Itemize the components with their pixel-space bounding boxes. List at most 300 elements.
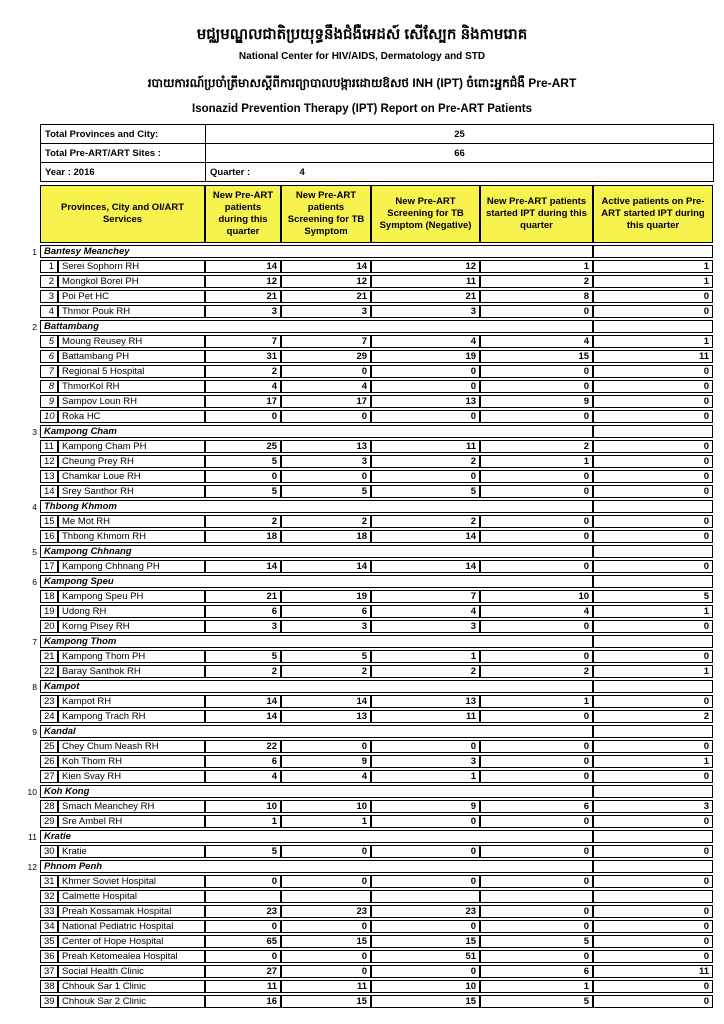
site-value-cell: 0 [593,485,713,498]
gutter-cell [26,335,40,348]
province-empty-cell [593,725,713,738]
gutter-cell [26,650,40,663]
site-value-cell: 0 [480,410,593,423]
site-row [26,770,713,783]
gutter-cell [26,485,40,498]
site-value-cell: 0 [371,920,480,933]
gutter-cell [26,380,40,393]
site-number: 4 [40,305,58,318]
site-value-cell: 3 [371,305,480,318]
site-value-cell: 15 [371,995,480,1008]
gutter-cell [26,515,40,528]
gutter-cell [26,455,40,468]
site-value-cell: 6 [205,605,281,618]
quarter-value: 4 [299,166,305,178]
site-value-cell: 0 [480,560,593,573]
summary-row-provinces [41,125,714,144]
province-row [26,575,713,588]
column-header-active-ipt: Active patients on Pre-ART started IPT during this quarter [593,185,713,243]
province-name: Kampong Speu [40,575,593,588]
site-value-cell: 1 [480,455,593,468]
province-index: 5 [32,546,37,557]
site-value-cell: 0 [281,875,371,888]
site-value-cell: 0 [205,410,281,423]
site-number: 13 [40,470,58,483]
site-value-cell: 0 [281,845,371,858]
site-value-cell: 0 [480,305,593,318]
site-row [26,815,713,828]
province-name: Kandal [40,725,593,738]
site-value-cell: 9 [480,395,593,408]
site-value-cell: 4 [371,605,480,618]
site-value-cell: 14 [371,560,480,573]
site-row [26,605,713,618]
site-value-cell: 0 [593,380,713,393]
site-value-cell: 0 [593,290,713,303]
site-number: 7 [40,365,58,378]
province-row [26,320,713,333]
site-value-cell: 1 [593,260,713,273]
gutter-cell [26,350,40,363]
page-title: Isonazid Prevention Therapy (IPT) Report on Pre-ART Patients [192,103,532,115]
site-value-cell: 10 [371,980,480,993]
site-number: 12 [40,455,58,468]
site-row [26,740,713,753]
site-name: Serei Sophorn RH [58,260,205,273]
site-number: 15 [40,515,58,528]
site-row [26,305,713,318]
site-value-cell: 0 [480,710,593,723]
site-value-cell: 3 [205,305,281,318]
gutter-cell [26,605,40,618]
gutter-cell [26,710,40,723]
site-number: 36 [40,950,58,963]
site-value-cell [371,890,480,903]
gutter-cell [26,875,40,888]
gutter-cell [26,260,40,273]
total-provinces-value: 25 [206,125,714,144]
site-value-cell: 13 [281,440,371,453]
site-value-cell: 8 [480,290,593,303]
site-value-cell: 10 [205,800,281,813]
site-row [26,920,713,933]
province-index: 10 [27,786,37,797]
site-number: 30 [40,845,58,858]
site-value-cell: 1 [480,980,593,993]
site-value-cell: 1 [205,815,281,828]
gutter-cell [26,410,40,423]
province-row [26,725,713,738]
site-value-cell: 0 [281,365,371,378]
site-value-cell: 22 [205,740,281,753]
province-name: Kampong Thom [40,635,593,648]
site-row [26,905,713,918]
gutter-cell [26,845,40,858]
site-value-cell: 0 [593,770,713,783]
site-number: 5 [40,335,58,348]
gutter-cell [26,815,40,828]
site-name: National Pediatric Hospital [58,920,205,933]
site-value-cell [593,890,713,903]
report-header [0,26,724,116]
site-value-cell: 11 [371,275,480,288]
site-value-cell: 15 [371,935,480,948]
site-value-cell: 0 [205,875,281,888]
province-index: 11 [28,831,37,842]
site-value-cell: 0 [281,920,371,933]
site-value-cell: 2 [281,515,371,528]
gutter-cell [26,530,40,543]
site-row [26,380,713,393]
site-name: Kampot RH [58,695,205,708]
site-value-cell: 17 [205,395,281,408]
province-row [26,860,713,873]
site-value-cell: 6 [205,755,281,768]
site-value-cell: 2 [480,275,593,288]
site-value-cell: 2 [480,665,593,678]
gutter-cell [26,590,40,603]
gutter-cell [26,995,40,1008]
site-number: 8 [40,380,58,393]
site-value-cell: 0 [593,935,713,948]
site-value-cell: 2 [371,515,480,528]
site-number: 14 [40,485,58,498]
site-value-cell: 25 [205,440,281,453]
site-row [26,995,713,1008]
site-value-cell: 12 [205,275,281,288]
site-row [26,485,713,498]
site-name: Mongkol Borei PH [58,275,205,288]
gutter-cell [26,275,40,288]
column-header-new-patients: New Pre-ART patients during this quarter [205,185,281,243]
report-table-header [26,185,713,243]
site-value-cell: 11 [205,980,281,993]
site-value-cell: 0 [480,950,593,963]
site-number: 34 [40,920,58,933]
site-row [26,620,713,633]
site-value-cell: 4 [480,605,593,618]
site-value-cell: 0 [593,305,713,318]
site-value-cell: 2 [371,665,480,678]
site-name: Social Health Clinic [58,965,205,978]
site-value-cell: 0 [480,530,593,543]
gutter-cell [26,440,40,453]
province-empty-cell [593,830,713,843]
site-value-cell: 0 [593,815,713,828]
site-value-cell: 0 [593,440,713,453]
site-value-cell: 3 [281,620,371,633]
province-name: Phnom Penh [40,860,593,873]
site-value-cell: 4 [281,380,371,393]
site-row [26,710,713,723]
site-number: 25 [40,740,58,753]
site-value-cell: 3 [281,455,371,468]
site-value-cell: 65 [205,935,281,948]
province-empty-cell [593,680,713,693]
report-table-body [26,245,713,1008]
province-empty-cell [593,245,713,258]
site-value-cell: 0 [371,470,480,483]
site-row [26,515,713,528]
site-value-cell: 4 [205,380,281,393]
gutter-cell [26,740,40,753]
site-value-cell: 14 [205,260,281,273]
site-name: Korng Pisey RH [58,620,205,633]
site-value-cell: 0 [593,620,713,633]
site-value-cell: 6 [281,605,371,618]
site-value-cell: 23 [371,905,480,918]
gutter-cell [26,560,40,573]
site-row [26,950,713,963]
site-row [26,350,713,363]
province-index: 12 [27,861,37,872]
province-name: Thbong Khmom [40,500,593,513]
site-value-cell: 0 [593,470,713,483]
site-name: Kampong Cham PH [58,440,205,453]
site-value-cell: 4 [205,770,281,783]
site-value-cell: 2 [281,665,371,678]
site-value-cell: 5 [593,590,713,603]
province-index: 6 [32,576,37,587]
site-name: Baray Santhok RH [58,665,205,678]
province-index: 7 [32,636,37,647]
gutter-cell [26,950,40,963]
site-value-cell [205,890,281,903]
site-number: 17 [40,560,58,573]
site-value-cell: 9 [281,755,371,768]
site-row [26,665,713,678]
site-row [26,845,713,858]
site-value-cell: 1 [593,275,713,288]
gutter-cell [26,800,40,813]
site-number: 19 [40,605,58,618]
khmer-report-subtitle: របាយការណ៍ប្រចាំត្រីមាសស្តីពីការព្យាបាលបង្ការដោយឱសថ INH (IPT) ចំពោះអ្នកជំងឺ Pre-ART [147,76,577,90]
site-value-cell: 0 [593,905,713,918]
site-row [26,365,713,378]
province-name: Kampot [40,680,593,693]
site-number: 35 [40,935,58,948]
site-value-cell: 2 [593,710,713,723]
province-index: 3 [32,426,37,437]
site-value-cell: 0 [480,845,593,858]
site-value-cell: 0 [593,410,713,423]
gutter-cell [26,665,40,678]
site-name: Preah Ketomealea Hospital [58,950,205,963]
site-row [26,455,713,468]
site-number: 38 [40,980,58,993]
site-value-cell: 0 [480,905,593,918]
site-row [26,290,713,303]
gutter-cell [26,305,40,318]
site-value-cell: 13 [281,710,371,723]
site-name: Kampong Trach RH [58,710,205,723]
site-row [26,590,713,603]
site-value-cell: 6 [480,965,593,978]
site-name: Chamkar Loue RH [58,470,205,483]
site-number: 11 [40,440,58,453]
site-value-cell: 0 [281,950,371,963]
site-value-cell: 14 [281,560,371,573]
site-value-cell: 10 [281,800,371,813]
site-value-cell: 12 [281,275,371,288]
site-name: Chhouk Sar 2 Clinic [58,995,205,1008]
site-value-cell: 0 [371,845,480,858]
province-empty-cell [593,320,713,333]
site-value-cell: 27 [205,965,281,978]
site-value-cell: 0 [593,650,713,663]
province-empty-cell [593,500,713,513]
site-value-cell: 0 [371,380,480,393]
site-value-cell: 0 [593,560,713,573]
site-name: Me Mot RH [58,515,205,528]
site-name: Calmette Hospital [58,890,205,903]
site-value-cell: 0 [205,920,281,933]
site-number: 2 [40,275,58,288]
site-value-cell: 3 [205,620,281,633]
site-value-cell: 5 [480,935,593,948]
site-value-cell: 0 [593,395,713,408]
site-value-cell: 0 [593,530,713,543]
site-value-cell: 0 [593,455,713,468]
site-name: Koh Thom RH [58,755,205,768]
summary-row-year-quarter [41,163,714,182]
site-value-cell: 0 [205,950,281,963]
site-name: Smach Meanchey RH [58,800,205,813]
site-row [26,755,713,768]
site-value-cell: 0 [480,875,593,888]
site-value-cell: 2 [205,365,281,378]
site-value-cell: 18 [205,530,281,543]
gutter-cell [26,890,40,903]
quarter-label: Quarter : [210,166,251,178]
site-value-cell: 5 [371,485,480,498]
site-value-cell: 11 [593,350,713,363]
site-value-cell: 14 [371,530,480,543]
site-name: Udong RH [58,605,205,618]
gutter-cell [26,770,40,783]
total-sites-label: Total Pre-ART/ART Sites : [41,144,206,163]
site-value-cell: 11 [371,710,480,723]
site-name: Kratie [58,845,205,858]
gutter-cell [26,395,40,408]
site-value-cell: 5 [205,485,281,498]
site-row [26,695,713,708]
site-name: Srey Santhor RH [58,485,205,498]
site-value-cell: 0 [480,515,593,528]
site-value-cell: 29 [281,350,371,363]
gutter-cell [26,980,40,993]
site-value-cell: 21 [205,290,281,303]
site-value-cell: 16 [205,995,281,1008]
quarter-cell [206,163,714,182]
site-value-cell: 3 [281,305,371,318]
site-row [26,530,713,543]
site-value-cell: 0 [480,770,593,783]
site-value-cell: 21 [205,590,281,603]
site-name: Center of Hope Hospital [58,935,205,948]
province-row [26,635,713,648]
site-value-cell: 3 [593,800,713,813]
site-name: Poi Pet HC [58,290,205,303]
site-value-cell: 0 [371,875,480,888]
site-row [26,875,713,888]
site-value-cell: 0 [480,380,593,393]
site-value-cell: 0 [593,995,713,1008]
gutter-cell [26,290,40,303]
site-number: 26 [40,755,58,768]
province-index: 4 [32,501,37,512]
province-name: Battambang [40,320,593,333]
site-value-cell: 0 [371,965,480,978]
site-name: Roka HC [58,410,205,423]
site-name: Preah Kossamak Hospital [58,905,205,918]
site-value-cell: 0 [593,365,713,378]
site-name: Battambang PH [58,350,205,363]
site-value-cell: 12 [371,260,480,273]
site-value-cell: 15 [480,350,593,363]
site-value-cell: 11 [281,980,371,993]
site-number: 37 [40,965,58,978]
site-value-cell: 1 [593,335,713,348]
site-value-cell: 21 [371,290,480,303]
report-table [26,183,713,1010]
site-value-cell: 13 [371,395,480,408]
site-value-cell: 0 [593,875,713,888]
site-value-cell: 21 [281,290,371,303]
site-value-cell: 6 [480,800,593,813]
site-value-cell: 0 [371,365,480,378]
site-value-cell: 0 [480,920,593,933]
province-row [26,785,713,798]
site-value-cell: 4 [371,335,480,348]
site-value-cell: 17 [281,395,371,408]
site-number: 20 [40,620,58,633]
site-name: Kampong Speu PH [58,590,205,603]
site-value-cell: 51 [371,950,480,963]
province-row [26,545,713,558]
site-value-cell: 23 [281,905,371,918]
site-number: 9 [40,395,58,408]
site-row [26,980,713,993]
site-value-cell: 0 [593,740,713,753]
province-empty-cell [593,425,713,438]
site-value-cell: 14 [205,695,281,708]
province-row [26,830,713,843]
site-number: 29 [40,815,58,828]
site-value-cell: 0 [480,650,593,663]
site-value-cell: 4 [480,335,593,348]
site-value-cell: 0 [205,470,281,483]
province-name: Kampong Cham [40,425,593,438]
site-value-cell: 0 [593,515,713,528]
site-value-cell: 1 [480,695,593,708]
province-index: 2 [32,321,37,332]
site-value-cell: 19 [371,350,480,363]
site-value-cell: 18 [281,530,371,543]
column-header-started-ipt: New Pre-ART patients started IPT during this quarter [480,185,593,243]
gutter-cell [26,620,40,633]
site-value-cell: 0 [593,845,713,858]
site-name: Moung Reusey RH [58,335,205,348]
site-name: Cheung Prey RH [58,455,205,468]
site-number: 28 [40,800,58,813]
province-empty-cell [593,785,713,798]
site-name: Kampong Chhnang PH [58,560,205,573]
site-value-cell: 5 [281,485,371,498]
site-value-cell: 9 [371,800,480,813]
site-value-cell: 4 [281,770,371,783]
site-name: Thmor Pouk RH [58,305,205,318]
